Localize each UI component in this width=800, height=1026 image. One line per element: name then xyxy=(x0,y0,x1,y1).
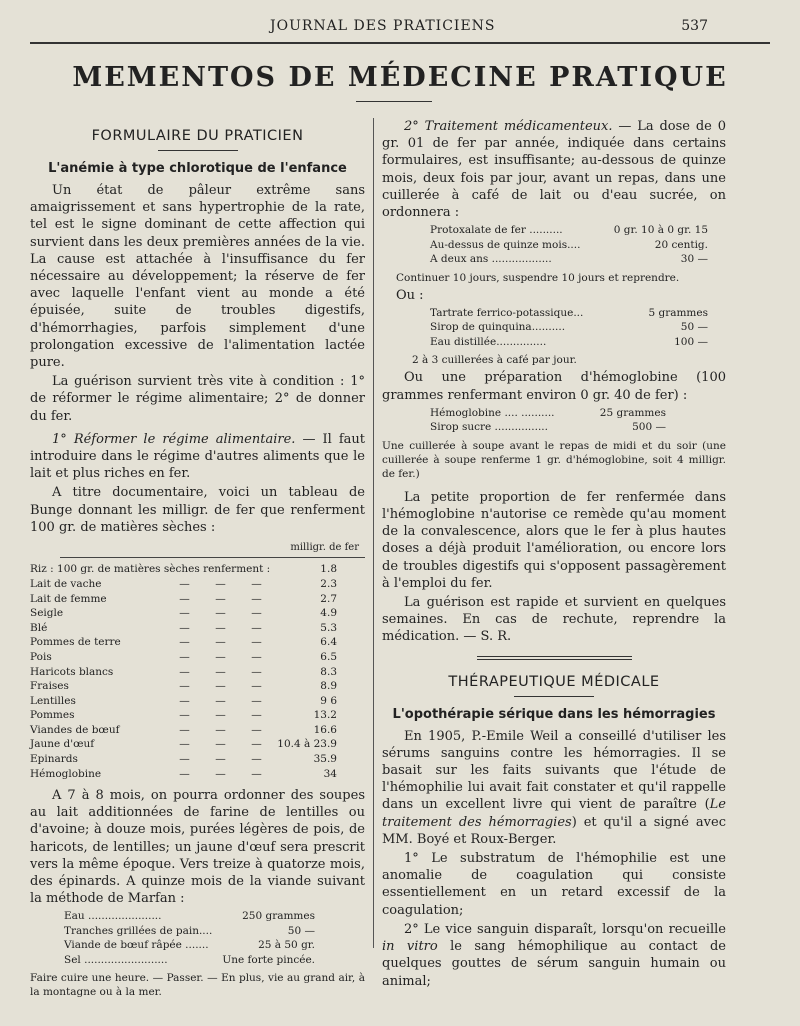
table-row xyxy=(30,650,365,665)
ditto-mark: — xyxy=(215,592,226,605)
ingredient: Protoxalate de fer .......... xyxy=(430,224,563,237)
ditto-mark: — xyxy=(179,607,190,620)
food-name: Pois xyxy=(30,650,52,663)
prescription-protoxalate xyxy=(382,223,726,267)
prescription-note: Une cuillerée à soupe avant le repas de midi et du soir (une cuillerée à soupe renferme 1 gr. d'hémoglobine, soit 4 milligr. de fer.) xyxy=(382,439,726,480)
quantity: 50 — xyxy=(680,321,708,334)
ditto-mark: — xyxy=(179,753,190,766)
food-name: Riz : 100 gr. de matières sèches renferment : xyxy=(30,563,271,576)
ditto-mark: — xyxy=(215,621,226,634)
prescription-note: Continuer 10 jours, suspendre 10 jours et reprendre. xyxy=(396,271,680,284)
paragraph: A 7 à 8 mois, on pourra ordonner des soupes au lait additionnées de farine de lentilles ou d'avoine; à douze mois, purées légères de pois, de haricots, de lentilles; un jaune d'œuf sera prescrit vers la même époque. Vers treize à quatorze mois, des épinards. A quinze mois de la viande suivant la méthode de Marfan : xyxy=(30,787,365,907)
ditto-mark: — xyxy=(251,680,262,693)
ditto-mark: — xyxy=(179,592,190,605)
food-name: Lait de vache xyxy=(30,577,102,590)
ditto-mark: — xyxy=(251,709,262,722)
paragraph-text: — La dose de 0 gr. 01 de fer par année, indiquée dans certains formulaires, est insuffisante; au-dessous de quinze mois, deux fois par jour, avant un repas, dans une cuillerée à café de lait ou d'eau sucrée, on ordonnera : xyxy=(382,119,726,221)
prescription-tartrate xyxy=(382,306,726,350)
book-title: Le traitement des hémorragies xyxy=(382,797,726,830)
ingredient: Tartrate ferrico-potassique... xyxy=(430,306,584,319)
iron-value: 6.5 xyxy=(320,650,337,663)
ditto-mark: — xyxy=(179,621,190,634)
prescription-line xyxy=(430,238,708,253)
prescription-line xyxy=(430,223,708,238)
ditto-mark: — xyxy=(179,636,190,649)
ditto-mark: — xyxy=(215,738,226,751)
iron-value: 1.8 xyxy=(320,563,337,576)
table-row xyxy=(30,708,365,723)
ditto-mark: — xyxy=(179,709,190,722)
paragraph-text: En 1905, P.-Emile Weil a conseillé d'utiliser les sérums sanguins contre les hémorragies. Il se basait sur les faits suivants que l'étude de l'hémophilie lui avait fait constater et qu'il rappelle dans un excellent livre qui vient de paraître ( xyxy=(382,728,726,813)
ditto-mark: — xyxy=(215,577,226,590)
ditto-mark: — xyxy=(215,709,226,722)
quantity: Une forte pincée. xyxy=(222,953,315,966)
prescription-line xyxy=(64,953,315,968)
ingredient: Sirop sucre ................ xyxy=(430,421,548,434)
ingredient: Viande de bœuf râpée ....... xyxy=(64,939,209,952)
quantity: 5 grammes xyxy=(648,306,708,319)
table-row xyxy=(30,606,365,621)
iron-value: 8.3 xyxy=(320,665,337,678)
paragraph-text: — Il faut introduire dans le régime d'autres aliments que le lait et plus riches en fer. xyxy=(30,431,365,482)
prescription-line xyxy=(430,320,708,335)
table-row xyxy=(30,693,365,708)
ditto-mark: — xyxy=(179,665,190,678)
food-name: Fraises xyxy=(30,680,69,693)
food-name: Haricots blancs xyxy=(30,665,114,678)
iron-value: 2.7 xyxy=(320,592,337,605)
food-name: Pommes de terre xyxy=(30,636,121,649)
prescription-hemoglobine xyxy=(382,406,726,435)
table-row xyxy=(30,635,365,650)
quantity: 25 à 50 gr. xyxy=(258,939,315,952)
table-row xyxy=(30,737,365,752)
table-row xyxy=(30,664,365,679)
prescription-marfan xyxy=(30,909,365,967)
section-title-formulaire: FORMULAIRE DU PRATICIEN xyxy=(91,128,304,144)
main-title: MEMENTOS DE MÉDECINE PRATIQUE xyxy=(72,62,728,93)
iron-value: 35.9 xyxy=(313,753,337,766)
quantity: 100 — xyxy=(674,335,708,348)
prescription-line xyxy=(64,938,315,953)
ditto-mark: — xyxy=(179,577,190,590)
ditto-mark: — xyxy=(179,694,190,707)
quantity: 50 — xyxy=(287,924,315,937)
ditto-mark: — xyxy=(179,738,190,751)
food-name: Jaune d'œuf xyxy=(30,738,95,751)
prescription-line xyxy=(430,252,708,267)
iron-value: 16.6 xyxy=(313,723,337,736)
prescription-line xyxy=(64,909,315,924)
ditto-mark: — xyxy=(251,753,262,766)
paragraph xyxy=(382,728,726,848)
table-row xyxy=(30,591,365,606)
paragraph: Ou une préparation d'hémoglobine (100 grammes renfermant environ 0 gr. 40 de fer) : xyxy=(382,370,726,403)
paragraph: La petite proportion de fer renfermée dans l'hémoglobine n'autorise ce remède qu'au moment de la convalescence, alors que le fer à plus hautes doses a déjà produit l'amélioration, ou encore lors de troubles digestifs qui s'opposent passagèrement à l'emploi du fer. xyxy=(382,489,726,591)
table-row xyxy=(30,620,365,635)
food-name: Viandes de bœuf xyxy=(30,723,120,736)
paragraph: A titre documentaire, voici un tableau de Bunge donnant les milligr. de fer que renferment 100 gr. de matières sèches : xyxy=(30,485,365,535)
iron-content-table xyxy=(30,562,365,781)
ingredient: Eau distillée............... xyxy=(430,335,547,348)
table-row xyxy=(30,723,365,738)
ditto-mark: — xyxy=(215,636,226,649)
paragraph-text: le sang hémophilique au contact de quelques gouttes de sérum sanguin humain ou animal; xyxy=(382,939,726,989)
section-rule xyxy=(158,150,238,151)
paragraph-text: ) et qu'il a signé avec MM. Boyé et Roux-Berger. xyxy=(382,814,726,847)
ingredient: Hémoglobine .... .......... xyxy=(430,406,555,419)
quantity: 20 centig. xyxy=(654,238,708,251)
article-title-anemie: L'anémie à type chlorotique de l'enfance xyxy=(48,161,347,176)
ditto-mark: — xyxy=(179,650,190,663)
ditto-mark: — xyxy=(215,694,226,707)
paragraph: La guérison survient très vite à condition : 1° de réformer le régime alimentaire; 2° de donner du fer. xyxy=(30,374,365,424)
food-name: Pommes xyxy=(30,709,75,722)
ditto-mark: — xyxy=(215,607,226,620)
table-rule xyxy=(60,557,365,558)
quantity: 500 — xyxy=(632,421,666,434)
prescription-note: Faire cuire une heure. — Passer. — En plus, vie au grand air, à la montagne ou à la mer. xyxy=(30,972,365,999)
food-name: Blé xyxy=(30,621,48,634)
paragraph: La guérison est rapide et survient en quelques semaines. En cas de rechute, reprendre la médication. — S. R. xyxy=(382,595,726,645)
ditto-mark: — xyxy=(251,723,262,736)
section-title-therapeutique: THÉRAPEUTIQUE MÉDICALE xyxy=(448,673,660,690)
table-row xyxy=(30,766,365,781)
ditto-mark: — xyxy=(251,650,262,663)
ditto-mark: — xyxy=(179,723,190,736)
section-rule xyxy=(514,696,594,697)
ingredient: Eau ...................... xyxy=(64,910,162,923)
ditto-mark: — xyxy=(251,592,262,605)
food-name: Lentilles xyxy=(30,694,76,707)
ditto-mark: — xyxy=(215,767,226,780)
running-title: JOURNAL DES PRATICIENS xyxy=(270,18,496,34)
ingredient: Tranches grillées de pain.... xyxy=(64,924,213,937)
ditto-mark: — xyxy=(179,680,190,693)
ditto-mark: — xyxy=(215,723,226,736)
column-divider xyxy=(373,118,374,948)
table-row xyxy=(30,562,365,577)
iron-value: 4.9 xyxy=(320,607,337,620)
food-name: Epinards xyxy=(30,753,78,766)
iron-value: 8.9 xyxy=(320,680,337,693)
ditto-mark: — xyxy=(251,738,262,751)
ditto-mark: — xyxy=(179,767,190,780)
paragraph xyxy=(30,431,365,483)
ditto-mark: — xyxy=(215,650,226,663)
iron-value: 2.3 xyxy=(320,577,337,590)
food-name: Lait de femme xyxy=(30,592,107,605)
ingredient: Sirop de quinquina.......... xyxy=(430,321,566,334)
ditto-mark: — xyxy=(251,767,262,780)
ditto-mark: — xyxy=(251,577,262,590)
iron-value: 34 xyxy=(323,767,337,780)
table-row xyxy=(30,679,365,694)
paragraph: Un état de pâleur extrême sans amaigrissement et sans hypertrophie de la rate, tel est le signe dominant de cette affection qui survient dans les deux premières années de la vie. La cause est attachée à l'insuffisance du fer nécessaire au développement; la réserve de fer avec laquelle l'enfant vient au monde a été épuisée, suite de troubles digestifs, d'hémorrhagies, parfois simplement d'une prolongation excessive de l'alimentation lactée pure. xyxy=(30,183,365,371)
paragraph xyxy=(382,118,726,221)
food-name: Seigle xyxy=(30,607,64,620)
in-vitro-term: in vitro xyxy=(382,939,438,955)
iron-value: 13.2 xyxy=(313,709,337,722)
ingredient: A deux ans .................. xyxy=(430,253,552,266)
section-separator xyxy=(477,656,632,660)
paragraph xyxy=(382,921,726,990)
prescription-line xyxy=(430,420,666,435)
paragraph-lead: 2° Traitement médicamenteux. xyxy=(404,119,613,134)
food-name: Hémoglobine xyxy=(30,767,102,780)
paragraph-lead: 1° Réformer le régime alimentaire. xyxy=(52,431,296,447)
table-row xyxy=(30,577,365,592)
table-unit-header: milligr. de fer xyxy=(290,542,359,554)
table-row xyxy=(30,752,365,767)
left-column xyxy=(30,118,365,1001)
paragraph: 1° Le substratum de l'hémophilie est une anomalie de coagulation qui consiste essentiellement en un retard excessif de la coagulation; xyxy=(382,851,726,918)
title-rule xyxy=(356,101,432,102)
prescription-line xyxy=(430,406,666,421)
prescription-note: 2 à 3 cuillerées à café par jour. xyxy=(412,354,577,367)
iron-value: 6.4 xyxy=(320,636,337,649)
quantity: 250 grammes xyxy=(242,910,315,923)
ditto-mark: — xyxy=(251,607,262,620)
iron-value: 5.3 xyxy=(320,621,337,634)
ingredient: Sel ......................... xyxy=(64,953,168,966)
quantity: 0 gr. 10 à 0 gr. 15 xyxy=(613,224,708,237)
ditto-mark: — xyxy=(215,665,226,678)
right-column xyxy=(382,118,726,992)
quantity: 30 — xyxy=(680,253,708,266)
ou-label: Ou : xyxy=(396,287,424,303)
page-number: 537 xyxy=(681,18,708,34)
article-title-opotherapie: L'opothérapie sérique dans les hémorragies xyxy=(392,706,716,722)
iron-value: 10.4 à 23.9 xyxy=(277,738,337,751)
ditto-mark: — xyxy=(251,665,262,678)
ingredient: Au-dessus de quinze mois.... xyxy=(430,238,581,251)
iron-value: 9 6 xyxy=(320,694,337,707)
ditto-mark: — xyxy=(215,753,226,766)
paragraph-text: 2° Le vice sanguin disparaît, lorsqu'on recueille xyxy=(404,921,726,937)
ditto-mark: — xyxy=(251,636,262,649)
ditto-mark: — xyxy=(251,621,262,634)
prescription-line xyxy=(430,335,708,350)
header-rule xyxy=(30,42,770,44)
prescription-line xyxy=(64,924,315,939)
quantity: 25 grammes xyxy=(599,406,666,419)
prescription-line xyxy=(430,306,708,321)
ditto-mark: — xyxy=(251,694,262,707)
ditto-mark: — xyxy=(215,680,226,693)
